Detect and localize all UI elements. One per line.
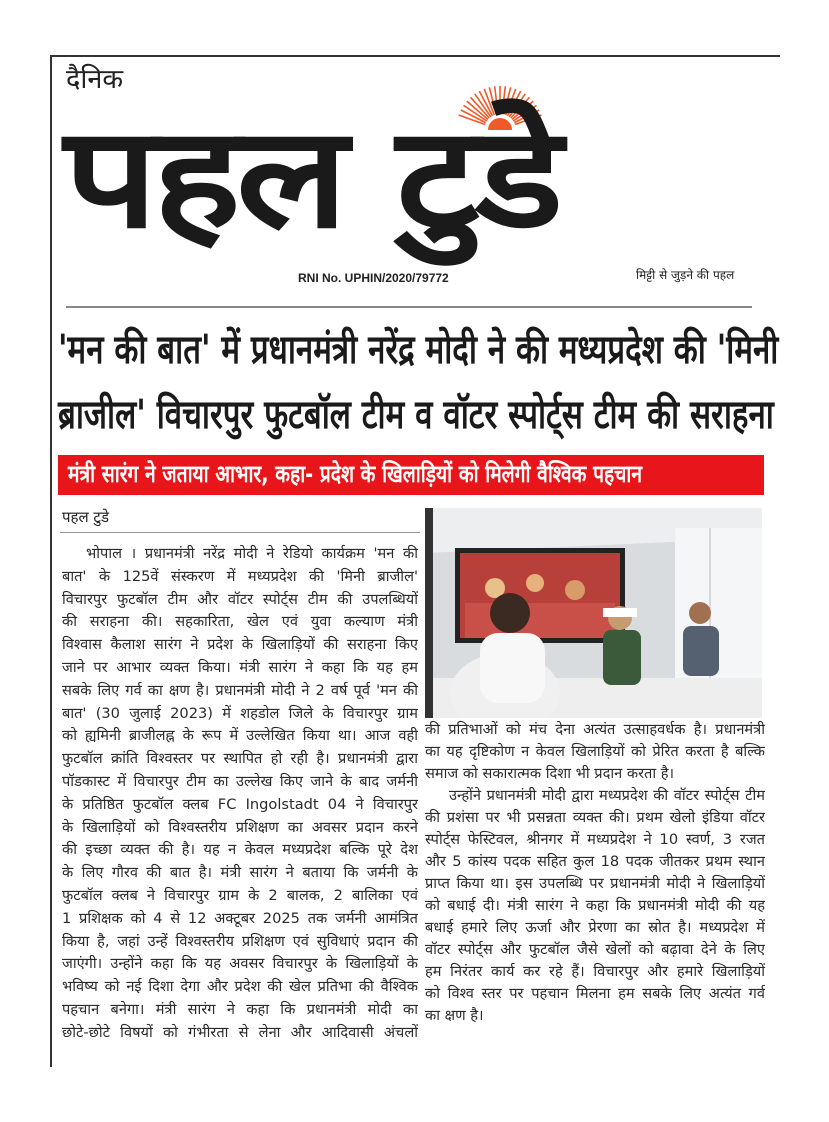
masthead-tagline: मिट्टी से जुड़ने की पहल bbox=[636, 268, 735, 282]
article-line: को ह्यमिनी ब्राजीलह्न के रूप में उल्लेखित किया था। आज वही bbox=[62, 727, 418, 745]
article-line: समाज को सकारात्मक दिशा भी प्रदान करता है। bbox=[425, 765, 675, 782]
subheadline-text: मंत्री सारंग ने जताया आभार, कहा- प्रदेश के खिलाड़ियों को मिलेगी वैश्विक पहचान bbox=[68, 460, 642, 488]
article-line: फुटबॉल क्रांति विश्वस्तर पर स्थापित हो रही है। प्रधानमंत्री द्वारा bbox=[62, 750, 418, 768]
masthead-prefix: दैनिक bbox=[66, 64, 124, 95]
article-column-left bbox=[62, 543, 418, 1045]
article-line: विचारपुर फुटबॉल टीम और वॉटर स्पोर्ट्स टीम की उपलब्धियों bbox=[62, 590, 418, 608]
article-line: वॉटर स्पोर्ट्स और फुटबॉल जैसे खेलों को बढ़ावा देने के लिए bbox=[425, 941, 765, 958]
article-line: की प्रशंसा पर भी प्रसन्नता व्यक्त की। प्रथम खेलो इंडिया वॉटर bbox=[425, 809, 765, 826]
article-line: की इच्छा व्यक्त की है। यह न केवल मध्यप्रदेश बल्कि पूरे देश bbox=[62, 841, 418, 859]
masthead-divider bbox=[66, 306, 752, 308]
article-line: जाने पर आभार व्यक्त किया। मंत्री सारंग ने कहा कि यह हम bbox=[62, 658, 418, 676]
article-line: प्राप्त किया था। इस उपलब्धि पर प्रधानमंत्री मोदी ने खिलाड़ियों bbox=[425, 875, 765, 892]
byline: पहल टुडे bbox=[62, 508, 110, 526]
article-line: बधाई हमारे लिए ऊर्जा और प्रेरणा का स्रोत है। मध्यप्रदेश में bbox=[425, 919, 765, 936]
article-column-right bbox=[425, 719, 765, 1027]
article-line: की सराहना की। सहकारिता, खेल एवं युवा कल्याण मंत्री bbox=[62, 613, 418, 631]
article-line: के लिए गौरव की बात है। मंत्री सारंग ने बताया कि जर्मनी के bbox=[62, 864, 418, 882]
article-line: भोपाल । प्रधानमंत्री नरेंद्र मोदी ने रेडियो कार्यक्रम 'मन की bbox=[86, 545, 418, 562]
article-line: किया है, जहां उन्हें विश्वस्तरीय प्रशिक्षण एवं सुविधाएं प्रदान की bbox=[62, 932, 418, 950]
article-line: हम निरंतर कार्य कर रहे हैं। विचारपुर और हमारे खिलाड़ियों bbox=[425, 963, 765, 980]
article-line: उन्होंने प्रधानमंत्री मोदी द्वारा मध्यप्रदेश की वॉटर स्पोर्ट्स टीम bbox=[449, 787, 765, 804]
headline-line-1: 'मन की बात' में प्रधानमंत्री नरेंद्र मोदी ने की मध्यप्रदेश की 'मिनी bbox=[58, 327, 779, 373]
article-line: का यह दृष्टिकोण न केवल खिलाड़ियों को प्रेरित करता है बल्कि bbox=[425, 743, 765, 760]
news-photo bbox=[425, 508, 762, 718]
article-line: का क्षण है। bbox=[425, 1007, 484, 1024]
article-line: 1 प्रशिक्षक को 4 से 12 अक्टूबर 2025 तक जर्मनी आमंत्रित bbox=[62, 909, 418, 927]
article-line: सबके लिए गर्व का क्षण है। प्रधानमंत्री मोदी ने 2 वर्ष पूर्व 'मन की bbox=[62, 681, 418, 699]
article-line: स्पोर्ट्स फेस्टिवल, श्रीनगर में मध्यप्रदेश ने 10 स्वर्ण, 3 रजत bbox=[425, 831, 765, 848]
article-line: फुटबॉल क्लब ने विचारपुर ग्राम के 2 बालक, 2 बालिका एवं bbox=[62, 886, 418, 904]
article-line: छोटे-छोटे विषयों को गंभीरता से लेना और आदिवासी अंचलों bbox=[62, 1023, 418, 1041]
article-line: बात' (30 जुलाई 2023) में शहडोल जिले के विचारपुर ग्राम bbox=[62, 704, 418, 722]
article-line: के प्रतिष्ठित फुटबॉल क्लब FC Ingolstadt 04 ने विचारपुर bbox=[62, 795, 418, 813]
headline-line-2: ब्राजील' विचारपुर फुटबॉल टीम व वॉटर स्पोर्ट्स टीम की सराहना bbox=[58, 392, 774, 438]
article-line: पॉडकास्ट में विचारपुर टीम का उल्लेख किए जाने के बाद जर्मनी bbox=[62, 772, 418, 790]
byline-divider bbox=[60, 532, 420, 533]
article-line: को बधाई दी। मंत्री सारंग ने कहा कि प्रधानमंत्री मोदी की यह bbox=[425, 897, 765, 914]
article-line: को विश्व स्तर पर पहचान मिलना हम सबके लिए अत्यंत गर्व bbox=[425, 985, 765, 1002]
article-line: विश्वास कैलाश सारंग ने प्रदेश के खिलाड़ियों की सराहना किए bbox=[62, 636, 418, 654]
article-line: जाएंगी। उन्होंने कहा कि यह अवसर विचारपुर के खिलाड़ियों के bbox=[62, 955, 418, 973]
masthead-logo: पहल टुडे bbox=[64, 97, 559, 260]
article-line: भविष्य को नई दिशा देगा और प्रदेश की खेल प्रतिभा की वैश्विक bbox=[62, 978, 418, 996]
article-line: की प्रतिभाओं को मंच देना अत्यंत उत्साहवर्धक है। प्रधानमंत्री bbox=[425, 721, 765, 738]
article-line: और 5 कांस्य पदक सहित कुल 18 पदक जीतकर प्रथम स्थान bbox=[425, 853, 765, 870]
article-line: बात' के 125वें संस्करण में मध्यप्रदेश की 'मिनी ब्राजील' bbox=[62, 567, 418, 585]
subheadline-banner bbox=[58, 455, 764, 495]
article-line: पहचान बनेगा। मंत्री सारंग ने कहा कि प्रधानमंत्री मोदी का bbox=[62, 1000, 418, 1018]
rni-number: RNI No. UPHIN/2020/79772 bbox=[298, 271, 449, 285]
article-line: के खिलाड़ियों को विश्वस्तरीय प्रशिक्षण का अवसर प्रदान करने bbox=[62, 818, 418, 836]
